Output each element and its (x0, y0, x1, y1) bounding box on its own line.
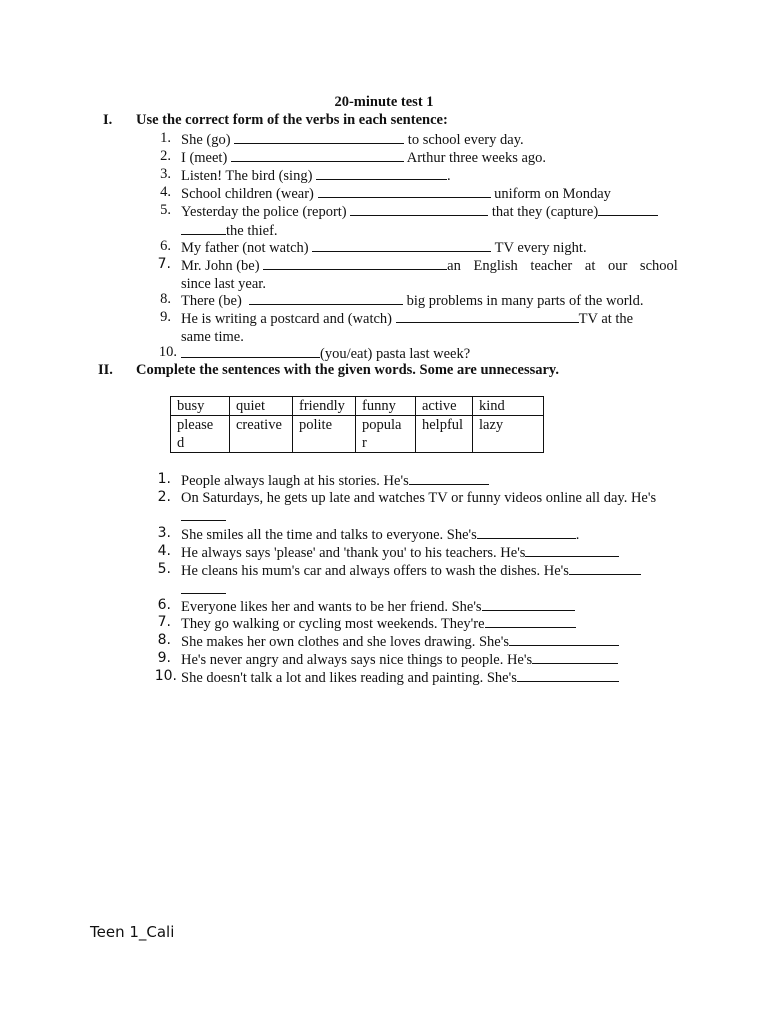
table-cell: please d (171, 416, 230, 453)
answer-blank[interactable] (409, 471, 489, 485)
item-text: He's never angry and always says nice things to people. He's (181, 652, 533, 668)
item-number: 8. (160, 291, 171, 307)
item-text: that they (capture) (488, 204, 599, 220)
item-number: 4. (157, 543, 171, 559)
item-text: Mr. John (be) (181, 258, 264, 274)
table-row (171, 416, 544, 453)
table-cell: active (416, 397, 473, 416)
answer-blank[interactable] (181, 507, 226, 521)
section-1-number: I. (103, 112, 113, 128)
item-text: since last year. (181, 276, 266, 292)
table-row (171, 397, 544, 416)
item-text: (you/eat) pasta last week? (320, 346, 471, 362)
item-text: He is writing a postcard and (watch) (181, 311, 396, 327)
item-text: Yesterday the police (report) (181, 204, 351, 220)
item-text: TV at the (578, 311, 634, 327)
item-number: 6. (160, 238, 171, 254)
item-number: 2. (157, 489, 171, 505)
answer-blank[interactable] (396, 309, 579, 323)
item-text: uniform on Monday (490, 186, 611, 202)
item-number: 3. (157, 525, 171, 541)
item-text: Everyone likes her and wants to be her friend. She's (181, 599, 482, 615)
item-text: My father (not watch) (181, 240, 313, 256)
item-number: 1. (157, 471, 171, 487)
word-bank-table (170, 396, 544, 453)
table-cell: popula r (356, 416, 416, 453)
item-number: 6. (157, 597, 171, 613)
table-cell: lazy (473, 416, 544, 453)
item-text: . (447, 168, 451, 184)
answer-blank[interactable] (350, 202, 488, 216)
answer-blank[interactable] (532, 650, 618, 664)
answer-blank[interactable] (485, 614, 576, 628)
table-cell: helpful (416, 416, 473, 453)
page-title: 20-minute test 1 (334, 94, 434, 110)
item-text: She makes her own clothes and she loves drawing. She's (181, 634, 509, 650)
answer-blank[interactable] (181, 580, 226, 594)
answer-blank[interactable] (312, 238, 491, 252)
item-text: On Saturdays, he gets up late and watches TV or funny videos online all day. He's (181, 490, 657, 506)
answer-blank[interactable] (181, 221, 226, 235)
item-text: Arthur three weeks ago. (403, 150, 547, 166)
item-text: I (meet) (181, 150, 231, 166)
section-2-number: II. (98, 362, 113, 378)
answer-blank[interactable] (234, 130, 404, 144)
item-text: School children (wear) (181, 186, 318, 202)
item-text: She doesn't talk a lot and likes reading and painting. She's (181, 670, 517, 686)
item-number: 9. (160, 309, 171, 325)
item-text: big problems in many parts of the world. (403, 293, 644, 309)
item-text: the thief. (226, 223, 278, 239)
table-cell: busy (171, 397, 230, 416)
item-text: She (go) (181, 132, 235, 148)
answer-blank[interactable] (509, 632, 619, 646)
table-cell: quiet (230, 397, 293, 416)
answer-blank[interactable] (482, 597, 575, 611)
table-cell: creative (230, 416, 293, 453)
item-number: 1. (160, 130, 171, 146)
answer-blank[interactable] (569, 561, 641, 575)
item-number: 5. (157, 561, 171, 577)
item-number: 5. (160, 202, 171, 218)
answer-blank[interactable] (263, 256, 447, 270)
item-number: 7. (157, 614, 171, 630)
item-number: 2. (160, 148, 171, 164)
item-text: an English teacher at our school (447, 258, 678, 274)
item-text: Listen! The bird (sing) (181, 168, 317, 184)
answer-blank[interactable] (181, 344, 320, 358)
section-1-heading: Use the correct form of the verbs in each sentence: (136, 112, 448, 128)
answer-blank[interactable] (525, 543, 619, 557)
section-2-heading: Complete the sentences with the given words. Some are unnecessary. (136, 362, 560, 378)
item-text: TV every night. (491, 240, 587, 256)
item-text: He cleans his mum's car and always offers to wash the dishes. He's (181, 563, 569, 579)
item-text: There (be) (181, 293, 246, 309)
item-number: 7. (157, 256, 171, 272)
answer-blank[interactable] (517, 668, 619, 682)
answer-blank[interactable] (318, 184, 491, 198)
answer-blank[interactable] (231, 148, 404, 162)
item-text: He always says 'please' and 'thank you' to his teachers. He's (181, 545, 526, 561)
table-cell: kind (473, 397, 544, 416)
item-number: 10. (158, 344, 177, 360)
answer-blank[interactable] (477, 525, 576, 539)
page-footer: Teen 1_Cali (90, 923, 175, 941)
item-text: She smiles all the time and talks to everyone. She's (181, 527, 477, 543)
table-cell: funny (356, 397, 416, 416)
item-number: 4. (160, 184, 171, 200)
item-text: People always laugh at his stories. He's (181, 473, 409, 489)
answer-blank[interactable] (316, 166, 447, 180)
item-text: to school every day. (404, 132, 524, 148)
item-text: They go walking or cycling most weekends. They're (181, 616, 485, 632)
item-text: same time. (181, 329, 244, 345)
answer-blank[interactable] (249, 291, 403, 305)
table-cell: friendly (293, 397, 356, 416)
answer-blank[interactable] (598, 202, 658, 216)
item-number: 10. (154, 668, 177, 684)
item-number: 3. (160, 166, 171, 182)
table-cell: polite (293, 416, 356, 453)
item-number: 9. (157, 650, 171, 666)
item-text: . (575, 527, 580, 543)
item-number: 8. (157, 632, 171, 648)
